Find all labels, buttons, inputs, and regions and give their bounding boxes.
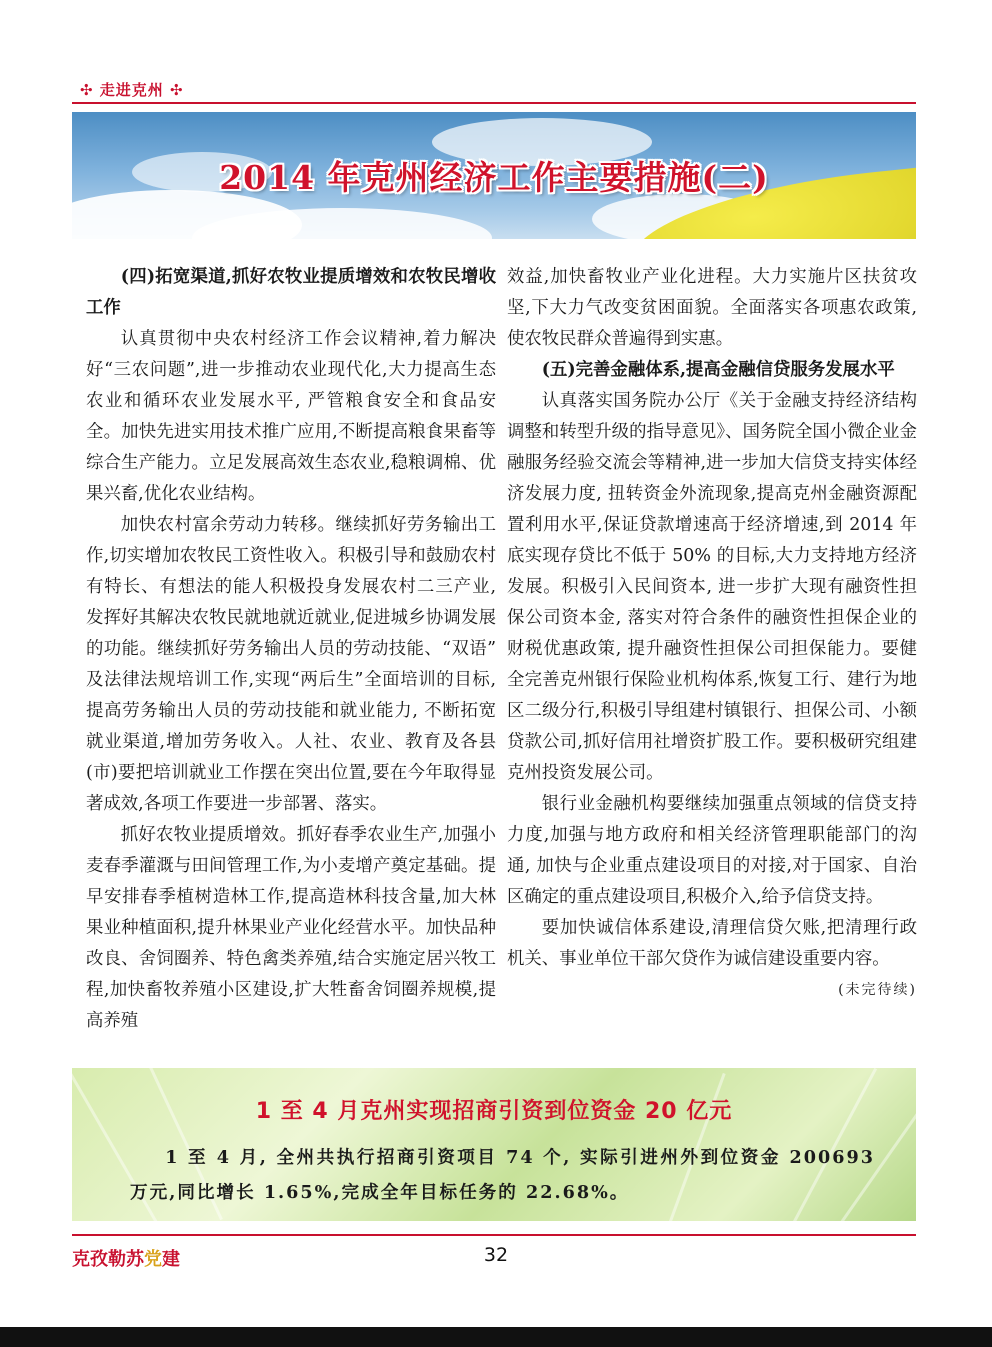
section-heading-5: (五)完善金融体系,提高金融信贷服务发展水平	[541, 360, 895, 380]
footer-divider	[72, 1234, 916, 1236]
title-banner	[72, 112, 916, 239]
top-divider	[72, 102, 916, 104]
paragraph-last	[507, 913, 917, 998]
paragraph: 认真落实国务院办公厅《关于金融支持经济结构调整和转型升级的指导意见》、国务院全国小微企业金融服务经验交流会等精神,进一步加大信贷支持实体经济发展力度, 扭转资金外流现象,提高克州金融资源配置利用水平,保证贷款增速高于经济增速,到 2014 年底实现存贷比不低于 50% 的目标,大力支持地方经济发展。积极引入民间资本, 进一步扩大现有融资性担保公司资本金, 落实对符合条件的融资性担保企业的财税优惠政策, 提升融资性担保公司担保能力。要健全完善克州银行保险业机构体系,恢复工行、建行为地区二级分行,积极引导组建村镇银行、担保公司、小额贷款公司,抓好信用社增资扩股工作。要积极研究组建克州投资发展公司。	[507, 391, 917, 783]
paragraph: 认真贯彻中央农村经济工作会议精神,着力解决好“三农问题”,进一步推动农业现代化,大力提高生态农业和循环农业发展水平, 严管粮食安全和食品安全。加快先进实用技术推广应用,不断提高粮食果畜等综合生产能力。立足发展高效生态农业,稳粮调棉、优果兴畜,优化农业结构。	[86, 329, 496, 504]
magazine-brand	[72, 1245, 180, 1271]
news-brief-title: 1 至 4 月克州实现招商引资到位资金 20 亿元	[255, 1099, 733, 1124]
section-tag: ✣ 走进克州 ✣	[80, 81, 184, 99]
paragraph: 银行业金融机构要继续加强重点领域的信贷支持力度,加强与地方政府和相关经济管理职能部门的沟通, 加快与企业重点建设项目的对接,对于国家、自治区确定的重点建设项目,积极介入,给予信贷支持。	[507, 794, 917, 907]
brand-text: 克孜勒苏	[72, 1249, 144, 1270]
paragraph: 抓好农牧业提质增效。抓好春季农业生产,加强小麦春季灌溉与田间管理工作,为小麦增产奠定基础。提早安排春季植树造林工作,提高造林科技含量,加大林果业种植面积,提升林果业产业化经营水平。加快品种改良、舍饲圈养、特色禽类养殖,结合实施定居兴牧工程,加快畜牧养殖小区建设,扩大牲畜舍饲圈养规模,提高养殖	[86, 825, 496, 1031]
news-brief-body: 1 至 4 月, 全州共执行招商引资项目 74 个, 实际引进州外到位资金 200693 万元,同比增长 1.65%,完成全年目标任务的 22.68%。	[130, 1147, 875, 1203]
article-left-column	[86, 262, 496, 1037]
section-header	[72, 74, 916, 104]
paragraph-continued: 效益,加快畜牧业产业化进程。大力实施片区扶贫攻坚,下大力气改变贫困面貌。全面落实各项惠农政策,使农牧民群众普遍得到实惠。	[507, 267, 917, 349]
to-be-continued-note: (未完待续)	[838, 982, 917, 998]
article-title: 2014 年克州经济工作主要措施(二)	[219, 158, 769, 197]
bottom-black-bar	[0, 1327, 992, 1347]
brand-accent-text: 党	[144, 1249, 162, 1270]
news-brief-box	[72, 1068, 916, 1221]
paragraph-text: 要加快诚信体系建设,清理信贷欠账,把清理行政机关、事业单位干部欠贷作为诚信建设重要内容。	[507, 918, 917, 969]
brand-end-text: 建	[162, 1249, 180, 1270]
article-right-column	[507, 262, 917, 1006]
paragraph: 加快农村富余劳动力转移。继续抓好劳务输出工作,切实增加农牧民工资性收入。积极引导和鼓励农村有特长、有想法的能人积极投身发展农村二三产业, 发挥好其解决农牧民就地就近就业,促进城乡协调发展的功能。继续抓好劳务输出人员的劳动技能、“双语” 及法律法规培训工作,实现“两后生”全面培训的目标,提高劳务输出人员的劳动技能和就业能力, 不断拓宽就业渠道,增加劳务收入。人社、农业、教育及各县(市)要把培训就业工作摆在突出位置,要在今年取得显著成效,各项工作要进一步部署、落实。	[86, 515, 496, 814]
page-number: 32	[483, 1244, 509, 1266]
section-heading-4: (四)拓宽渠道,抓好农牧业提质增效和农牧民增收工作	[86, 267, 496, 318]
